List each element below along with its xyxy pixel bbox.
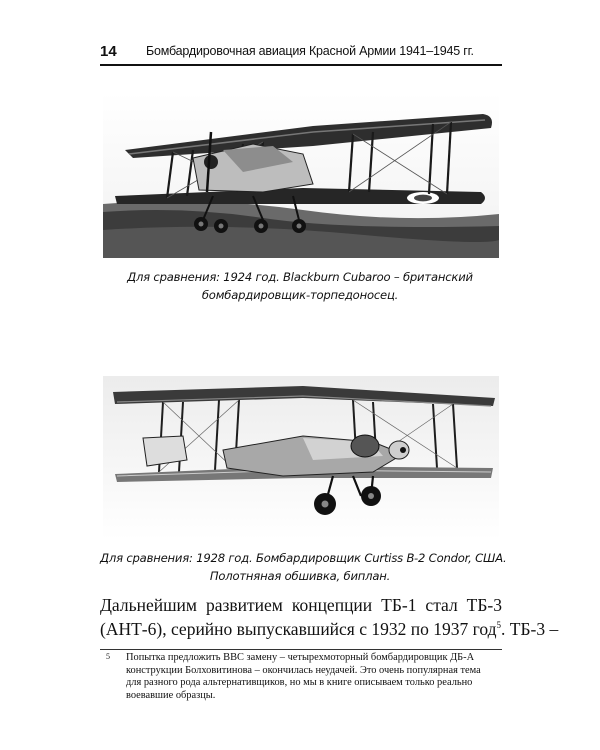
photo-curtiss-b2-condor — [103, 376, 499, 540]
footnote-rule — [100, 649, 502, 650]
caption-line: Для сравнения: 1928 год. Бомбардировщик Curtiss B-2 Condor, США. — [100, 551, 507, 565]
footnote-line: Попытка предложить ВВС замену – четырехмоторный бомбардировщик ДБ-А — [126, 652, 475, 663]
footnote-line: конструкции Болховитинова – окончилась неудачей. Это очень популярная тема — [126, 664, 481, 676]
header-rule — [100, 64, 502, 66]
footnote-text — [126, 652, 502, 702]
page-number: 14 — [100, 43, 117, 60]
body-line-2 — [100, 617, 559, 641]
footnote-reference[interactable]: 5 — [496, 620, 502, 631]
body-paragraph — [100, 593, 559, 641]
caption-line: бомбардировщик-торпедоносец. — [201, 288, 399, 302]
running-title: Бомбардировочная авиация Красной Армии 1941–1945 гг. — [146, 44, 474, 58]
caption-line: Полотняная обшивка, биплан. — [209, 569, 391, 583]
footnote-mark: 5 — [106, 652, 110, 661]
running-header — [100, 43, 500, 63]
footnote-line: для разного рода альтернативщиков, но мы в книге описываем только реально — [126, 677, 473, 688]
body-line-2-tail: . ТБ-3 – — [501, 619, 559, 639]
photo-blackburn-cubaroo — [103, 92, 499, 258]
body-line-2-text: (АНТ-6), серийно выпускавшийся с 1932 по 1937 год — [100, 619, 497, 639]
caption-line: Для сравнения: 1924 год. Blackburn Cubaroo – британский — [127, 270, 473, 284]
footnote-line: воевавшие образцы. — [126, 689, 216, 701]
figure-caption-1 — [100, 268, 500, 304]
figure-caption-2 — [100, 549, 507, 585]
footnote — [100, 652, 502, 702]
body-line-1: Дальнейшим развитием концепции ТБ-1 стал ТБ-3 — [100, 595, 502, 615]
